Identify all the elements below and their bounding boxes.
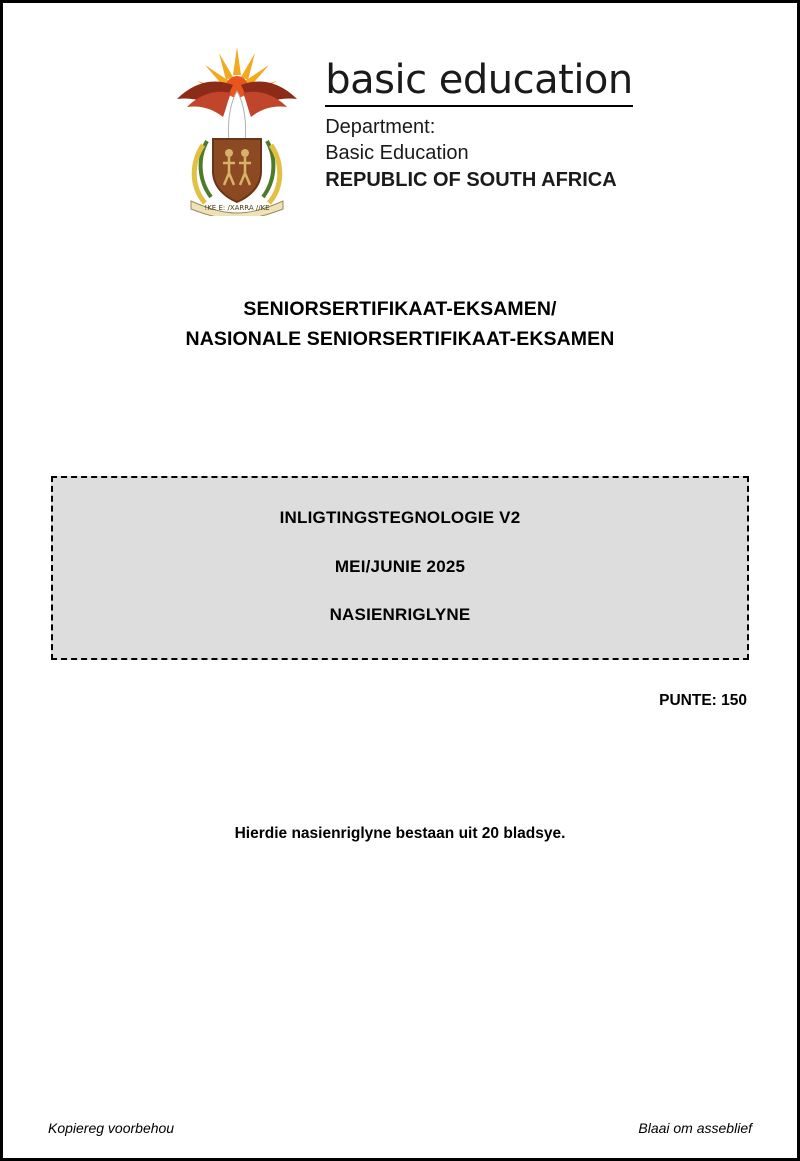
exam-heading-line-2: NASIONALE SENIORSERTIFIKAAT-EKSAMEN <box>185 328 615 351</box>
exam-heading <box>3 294 797 354</box>
svg-text:!KE E: /XARRA //KE: !KE E: /XARRA //KE <box>204 204 270 212</box>
exam-heading-line-1: SENIORSERTIFIKAAT-EKSAMEN/ <box>243 298 557 320</box>
exam-session: MEI/JUNIE 2025 <box>334 556 466 576</box>
department-subtitle <box>325 114 633 193</box>
department-line-2: Basic Education <box>325 142 469 165</box>
copyright-note: Kopiereg voorbehou <box>48 1120 175 1136</box>
department-line-3: REPUBLIC OF SOUTH AFRICA <box>325 168 617 191</box>
department-wordmark <box>325 41 633 193</box>
document-type: NASIENRIGLYNE <box>329 605 471 625</box>
south-african-coat-of-arms-icon <box>167 41 307 216</box>
subject-box <box>51 476 749 659</box>
subject-name: INLIGTINGSTEGNOLOGIE V2 <box>279 508 521 528</box>
department-title: basic education <box>325 59 633 107</box>
total-marks: PUNTE: 150 <box>659 691 747 709</box>
page-footer <box>48 1120 752 1136</box>
document-header <box>3 3 797 216</box>
page-count-note: Hierdie nasienriglyne bestaan uit 20 bladsye. <box>234 824 566 842</box>
turn-over-note: Blaai om asseblief <box>638 1120 752 1136</box>
department-line-1: Department: <box>325 116 436 138</box>
